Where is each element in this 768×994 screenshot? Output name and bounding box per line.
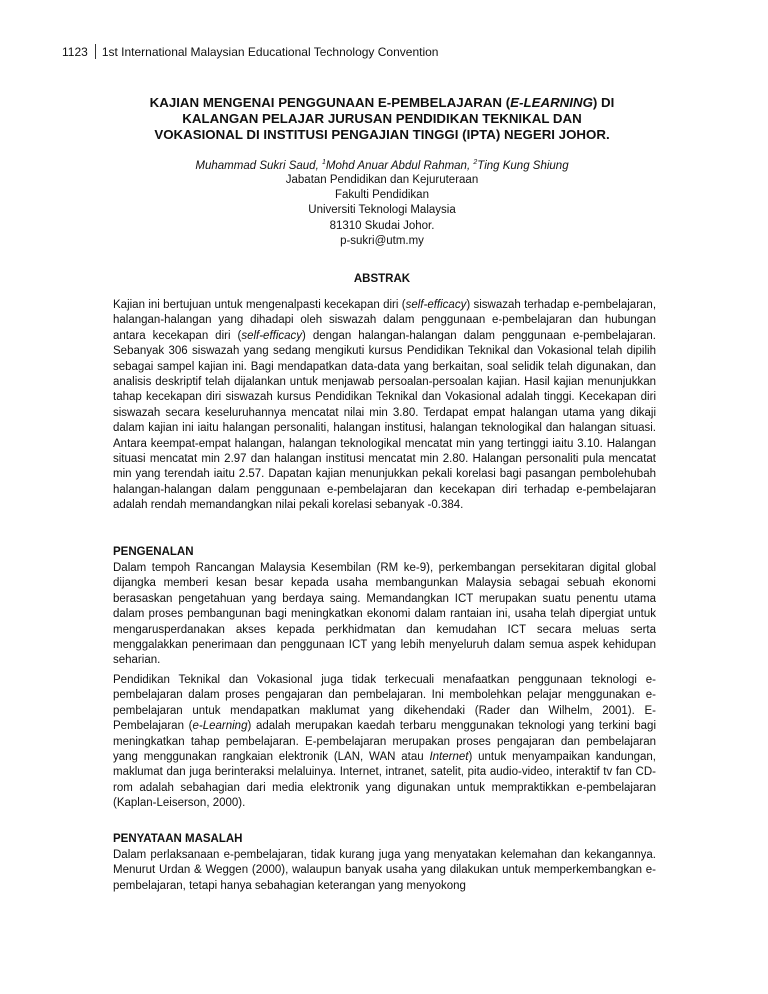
abstract-italic-2: self-efficacy <box>241 329 303 342</box>
pengenalan-p2-text-1: Pendidikan Teknikal dan Vokasional juga tidak terkecuali menafaatkan penggunaan teknologi e-pembelajaran dalam proses pengajaran dan pembelajaran. Ini membolehkan pelajar menggunakan e-pembelajaran untuk mendapatkan maklumat yang dikehendaki (Rader dan Wilhelm, 2001). E-Pembelajaran ( <box>113 674 656 733</box>
abstract-heading: ABSTRAK <box>353 273 411 285</box>
author-1: Muhammad Sukri Saud, <box>195 160 319 172</box>
title-line3: VOKASIONAL DI INSTITUSI PENGAJIAN TINGGI (IPTA) NEGERI JOHOR. <box>154 127 610 142</box>
title-line2: KALANGAN PELAJAR JURUSAN PENDIDIKAN TEKNIKAL DAN <box>182 111 582 126</box>
header-divider <box>95 44 96 59</box>
running-header <box>62 44 438 59</box>
pengenalan-p2-text-2: ) adalah merupakan kaedah terbaru menggunakan teknologi yang terkini bagi meningkatkan tahap pembelajaran. E-pembelajaran merupakan proses pengajaran dan pembelajaran yang menggunakan rangkaian elektronik (LAN, WAN atau <box>113 720 656 764</box>
masalah-paragraph-1: Dalam perlaksanaan e-pembelajaran, tidak kurang juga yang menyatakan kelemahan dan kekangannya. Menurut Urdan & Weggen (2000), walaupun banyak usaha yang dilakukan untuk memperkembangkan e-pembelajaran, tetapi hanya sebahagian keterangan yang menyokong <box>113 849 656 892</box>
abstract-text-3: ) dengan halangan-halangan dalam penggunaan e-pembelajaran. Sebanyak 306 siswazah yang sedang mengikuti kursus Pendidikan Teknikal dan Vokasional telah dipilih sebagai sampel kajian ini. Bagi mendapatkan data-data yang berkaitan, soal selidik telah digunakan, dan analisis deskriptif telah dijalankan untuk menjawab persoalan-persoalan kajian. Hasil kajian menunjukkan tahap kecekapan diri siswazah kursus Pendidikan Teknikal dan Vokasional adalah tinggi. Kecekapan diri siswazah secara keseluruhannya mencatat nilai min 3.80. Terdapat empat halangan utama yang dikaji dalam kajian ini iaitu halangan personaliti, halangan institusi, halangan teknologikal dan halangan situasi. Antara keempat-empat halangan, halangan teknologikal mencatat min yang tertinggi iaitu 3.10. Halangan situasi mencatat min 2.97 dan halangan institusi mencatat min 2.80. Halangan personaliti pula mencatat min yang terendah iaitu 2.57. Dapatan kajian menunjukkan pekali korelasi bagi pasangan pembolehubah halangan-halangan dalam penggunaan e-pembelajaran dan kecekapan diri terhadap e-pembelajaran adalah rendah memandangkan nilai pekali korelasi sebanyak -0.384. <box>113 329 656 512</box>
pengenalan-p2-italic-2: Internet <box>429 751 469 764</box>
pengenalan-p2-text-3: ) untuk menyampaikan kandungan, maklumat dan juga berinteraksi melaluinya. Internet, intranet, satelit, pita audio-video, interaktif tv fan CD-rom adalah sebahagian dari media elektronik yang digunakan untuk mempraktikkan e-pembelajaran (Kaplan-Leiserson, 2000). <box>113 751 656 810</box>
masalah-heading: PENYATAAN MASALAH <box>113 833 243 845</box>
pengenalan-paragraph-2 <box>113 673 656 812</box>
paper-title <box>110 95 654 143</box>
abstract-italic-1: self-efficacy <box>405 299 467 311</box>
author-3-marker: 2 <box>473 159 478 166</box>
address: 81310 Skudai Johor. <box>329 219 435 232</box>
page-number: 1123 <box>62 45 88 59</box>
faculty: Fakulti Pendidikan <box>335 189 429 202</box>
author-2: Mohd Anuar Abdul Rahman, <box>325 160 471 172</box>
author-list <box>110 159 654 173</box>
abstract-text-2: ) siswazah terhadap e-pembelajaran, halangan-halangan yang dihadapi oleh siswazah dalam penggunaan e-pembelajaran dan hubungan antara kecekapan diri ( <box>113 299 657 342</box>
email: p-sukri@utm.my <box>340 234 424 247</box>
department: Jabatan Pendidikan dan Kejuruteraan <box>285 174 479 186</box>
abstract-text-1: Kajian ini bertujuan untuk mengenalpasti kecekapan diri ( <box>113 299 406 311</box>
title-line1-part2: ) DI <box>592 95 615 110</box>
pengenalan-paragraph-1: Dalam tempoh Rancangan Malaysia Kesembilan (RM ke-9), perkembangan persekitaran digital global dijangka memberi kesan besar kepada usaha membangunkan Malaysia sebagai sebuah ekonomi berasaskan pengetahuan yang berdaya saing. Memandangkan ICT merupakan suatu penentu utama dalam proses pembangunan bagi meningkatkan ekonomi dalam rantaian ini, usaha telah dipergiat untuk mengarusperdanakan akses kepada perkhidmatan dan kemudahan ICT secara meluas serta menggalakkan penerimaan dan penggunaan ICT yang lebih menyeluruh dalam semua aspek kehidupan seharian. <box>113 562 656 667</box>
title-line1-italic: E-LEARNING <box>510 95 593 110</box>
conference-name: 1st International Malaysian Educational Technology Convention <box>101 45 439 59</box>
pengenalan-p2-italic-1: e-Learning <box>192 720 248 733</box>
university: Universiti Teknologi Malaysia <box>308 204 456 217</box>
abstract-paragraph <box>113 298 656 514</box>
affiliation-block <box>110 173 654 249</box>
title-line1-part1: KAJIAN MENGENAI PENGGUNAAN E-PEMBELAJARAN ( <box>149 95 511 110</box>
author-3: Ting Kung Shiung <box>477 160 569 172</box>
author-2-marker: 1 <box>321 159 326 166</box>
pengenalan-heading: PENGENALAN <box>113 546 194 558</box>
